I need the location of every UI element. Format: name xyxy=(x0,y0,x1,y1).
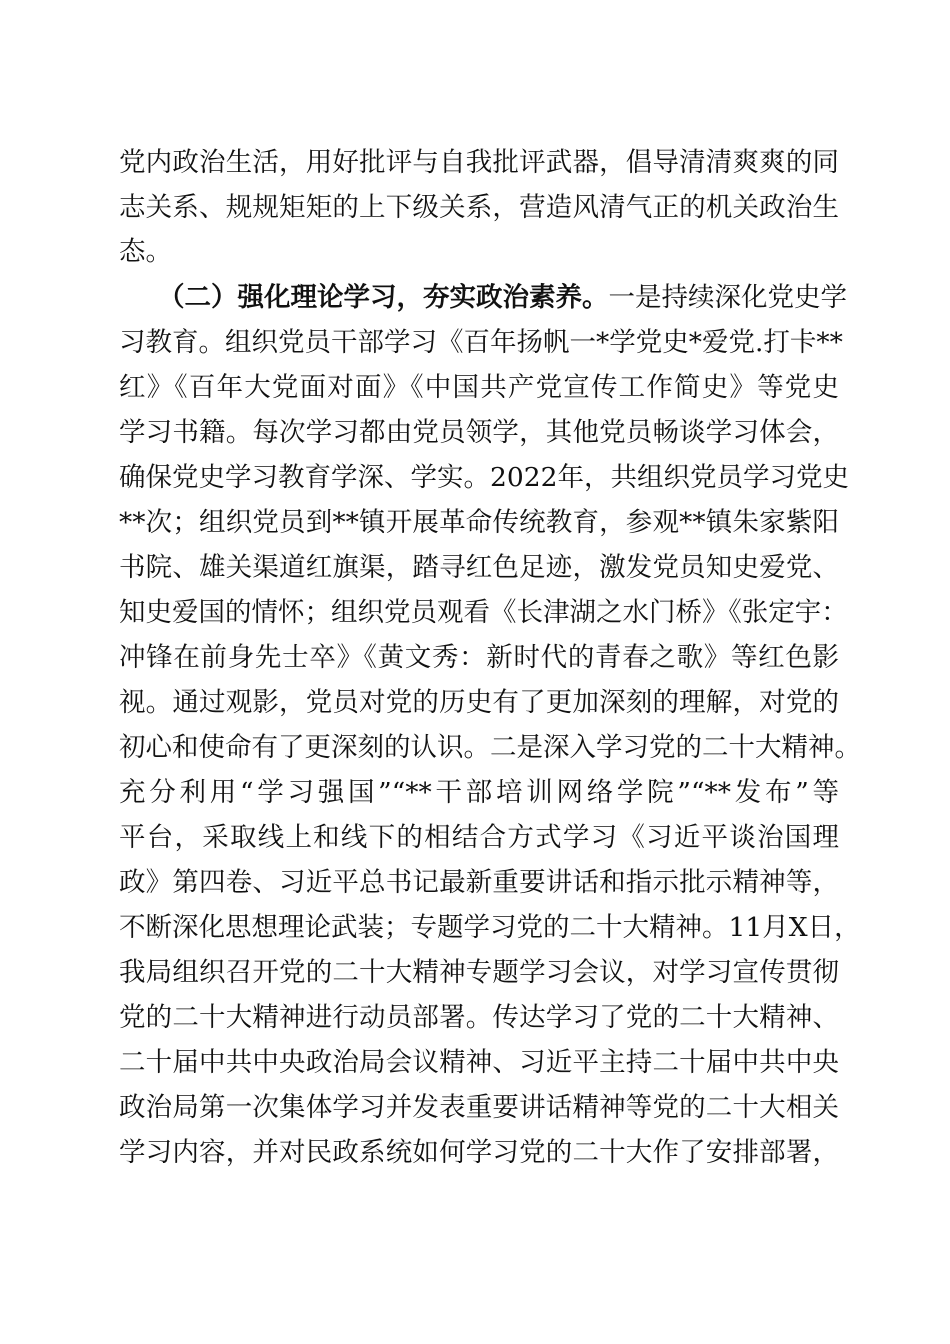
text-line-14: 初心和使命有了更深刻的认识。二是深入学习党的二十大精神。 xyxy=(119,732,861,763)
text-line-5: 习教育。组织党员干部学习《百年扬帆一*学党史*爱党.打卡** xyxy=(119,327,843,358)
text-line-23: 学习内容，并对民政系统如何学习党的二十大作了安排部署， xyxy=(119,1137,839,1168)
text-line-17: 政》第四卷、习近平总书记最新重要讲话和指示批示精神等， xyxy=(119,867,839,898)
text-line-15: 充分利用“学习强国”“**干部培训网络学院”“**发布”等 xyxy=(119,777,839,808)
text-line-13: 视。通过观影，党员对党的历史有了更加深刻的理解，对党的 xyxy=(119,687,839,718)
text-line-8: 确保党史学习教育学深、学实。2022年，共组织党员学习党史 xyxy=(119,462,849,493)
text-line-20: 党的二十大精神进行动员部署。传达学习了党的二十大精神、 xyxy=(119,1002,839,1033)
text-line-21: 二十届中共中央政治局会议精神、习近平主持二十届中共中央 xyxy=(119,1047,839,1078)
text-line-16: 平台，采取线上和线下的相结合方式学习《习近平谈治国理 xyxy=(119,822,839,853)
section-heading-line xyxy=(158,278,847,318)
text-line-4-tail: 一是持续深化党史学 xyxy=(608,282,847,313)
text-line-19: 我局组织召开党的二十大精神专题学习会议，对学习宣传贯彻 xyxy=(119,957,839,988)
text-line-10: 书院、雄关渠道红旗渠，踏寻红色足迹，激发党员知史爱党、 xyxy=(119,552,839,583)
text-line-7: 学习书籍。每次学习都由党员领学，其他党员畅谈学习体会， xyxy=(119,417,839,448)
text-line-18: 不断深化思想理论武装；专题学习党的二十大精神。11月X日， xyxy=(119,912,861,943)
text-line-11: 知史爱国的情怀；组织党员观看《长津湖之水门桥》《张定宇： xyxy=(119,597,848,628)
text-line-9: **次；组织党员到**镇开展革命传统教育，参观**镇朱家紫阳 xyxy=(119,507,839,538)
text-line-22: 政治局第一次集体学习并发表重要讲话精神等党的二十大相关 xyxy=(119,1092,839,1123)
text-line-2: 志关系、规规矩矩的上下级关系，营造风清气正的机关政治生 xyxy=(119,192,839,223)
text-line-6: 红》《百年大党面对面》《中国共产党宣传工作简史》等党史 xyxy=(119,372,839,403)
text-line-1: 党内政治生活，用好批评与自我批评武器，倡导清清爽爽的同 xyxy=(119,147,839,178)
text-line-12: 冲锋在前身先士卒》《黄文秀：新时代的青春之歌》等红色影 xyxy=(119,642,839,673)
text-line-3: 态。 xyxy=(119,236,172,267)
section-heading: （二）强化理论学习，夯实政治素养。 xyxy=(158,282,609,313)
